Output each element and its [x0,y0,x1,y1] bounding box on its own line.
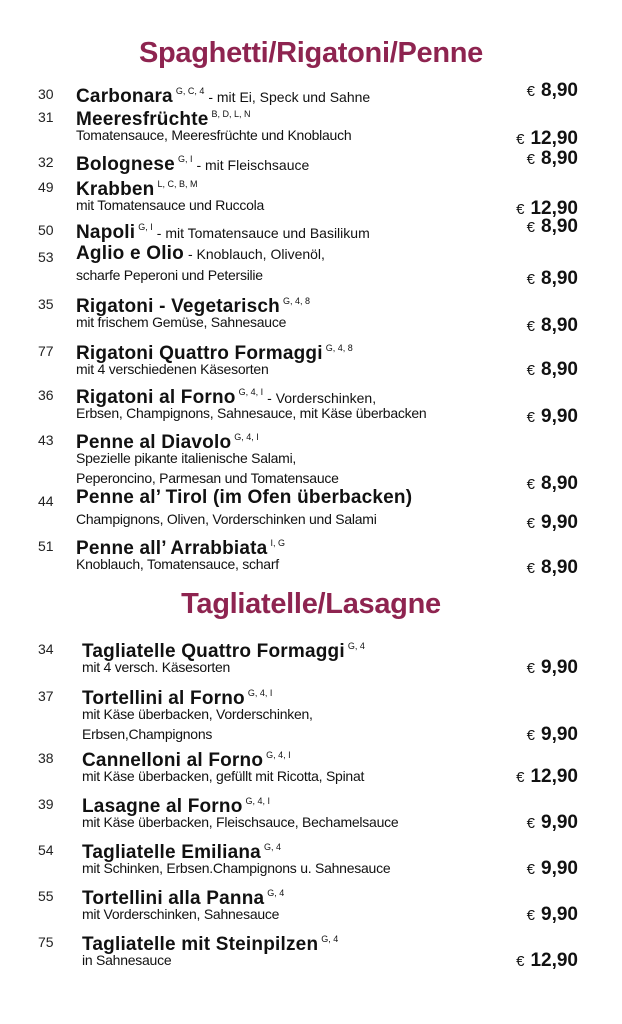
allergen-codes: G, 4, I [238,387,264,397]
item-name: Rigatoni - Vegetarisch [76,296,280,317]
allergen-codes: G, 4, I [234,432,259,442]
item-number: 75 [38,934,54,950]
item-number: 31 [38,109,54,125]
allergen-codes: G, 4, 8 [282,296,310,306]
item-number: 32 [38,154,54,170]
item-description: mit Schinken, Erbsen.Champignons u. Sahnesauce [82,860,391,876]
allergen-codes: G, I [138,222,153,232]
item-number: 49 [38,179,54,195]
price-value: 9,90 [541,657,578,678]
item-description: in Sahnesauce [82,952,172,968]
item-description: mit 4 verschiedenen Käsesorten [76,361,269,377]
allergen-codes: G, 4, I [245,796,271,806]
item-name: Tagliatelle mit Steinpilzen [82,934,319,955]
item-description: mit 4 versch. Käsesorten [82,659,231,675]
item-number: 77 [38,343,54,359]
item-number: 53 [38,249,54,265]
item-price [516,128,578,150]
item-price [527,80,578,102]
item-price [527,557,578,579]
item-description: Erbsen,Champignons [82,726,213,742]
currency-symbol: € [516,769,525,786]
currency-symbol: € [526,362,536,379]
item-price [527,406,578,428]
item-price [527,473,578,495]
item-name-line [76,243,325,266]
item-description: mit Tomatensauce und Ruccola [76,197,265,213]
price-value: 8,90 [541,80,578,101]
allergen-codes: I, G [270,538,285,548]
item-name-line [76,487,412,510]
item-number: 39 [38,796,54,812]
currency-symbol: € [526,907,536,924]
currency-symbol: € [526,660,536,677]
currency-symbol: € [526,83,536,100]
item-description: - mit Fleischsauce [196,157,310,173]
item-description: - Knoblauch, Olivenöl, [187,246,325,262]
item-name: Carbonara [76,86,173,107]
item-name: Penne al’ Tirol (im Ofen überbacken) [76,487,413,508]
item-description: - mit Ei, Speck und Sahne [208,89,371,105]
item-number: 36 [38,387,54,403]
allergen-codes: G, 4, I [247,688,273,698]
item-name-line [76,216,370,245]
currency-symbol: € [526,271,536,288]
currency-symbol: € [526,318,536,335]
item-number: 38 [38,750,54,766]
price-value: 9,90 [541,858,578,879]
currency-symbol: € [526,560,536,577]
currency-symbol: € [526,476,536,493]
item-number: 34 [38,641,54,657]
allergen-codes: L, C, B, M [157,179,198,189]
allergen-codes: G, 4 [321,934,339,944]
price-value: 9,90 [541,812,578,833]
allergen-codes: G, 4, 8 [325,343,353,353]
item-name: Aglio e Olio [76,243,184,264]
price-value: 8,90 [541,268,578,289]
item-number: 55 [38,888,54,904]
currency-symbol: € [526,409,536,426]
currency-symbol: € [526,815,536,832]
item-description: Knoblauch, Tomatensauce, scharf [76,556,279,572]
item-description: Spezielle pikante italienische Salami, [76,450,297,466]
item-description: Tomatensauce, Meeresfrüchte und Knoblauch [76,127,352,143]
price-value: 8,90 [541,557,578,578]
item-price [516,950,578,972]
currency-symbol: € [516,201,525,218]
item-name: Tagliatelle Emiliana [82,842,261,863]
price-value: 12,90 [530,128,578,149]
item-number: 51 [38,538,54,554]
item-price [527,812,578,834]
price-value: 8,90 [541,216,578,237]
item-description: Peperoncino, Parmesan und Tomatensauce [76,470,339,486]
price-value: 9,90 [541,724,578,745]
currency-symbol: € [516,131,525,148]
allergen-codes: G, C, 4 [175,86,205,96]
price-value: 9,90 [541,406,578,427]
price-value: 9,90 [541,512,578,533]
item-name: Tagliatelle Quattro Formaggi [82,641,345,662]
item-name: Rigatoni Quattro Formaggi [76,343,323,364]
item-price [527,858,578,880]
currency-symbol: € [526,151,536,168]
item-description: mit Käse überbacken, gefüllt mit Ricotta, Spinat [82,768,365,784]
item-number: 54 [38,842,54,858]
currency-symbol: € [526,219,536,236]
item-number: 35 [38,296,54,312]
item-price [527,268,578,290]
item-name: Krabben [76,179,155,200]
item-name: Penne all’ Arrabbiata [76,538,268,559]
item-name: Napoli [76,222,136,243]
section-title: Spaghetti/Rigatoni/Penne [138,37,484,69]
item-number: 43 [38,432,54,448]
price-value: 12,90 [530,950,578,971]
currency-symbol: € [526,515,536,532]
price-value: 12,90 [530,198,578,219]
item-description: mit frischem Gemüse, Sahnesauce [76,314,287,330]
allergen-codes: G, 4 [347,641,365,651]
price-value: 8,90 [541,148,578,169]
item-number: 37 [38,688,54,704]
item-price [527,216,578,238]
item-name: Tortellini alla Panna [82,888,265,909]
item-number: 30 [38,86,54,102]
item-name: Rigatoni al Forno [76,387,236,408]
item-price [527,512,578,534]
item-name: Penne al Diavolo [76,432,232,453]
currency-symbol: € [526,861,536,878]
item-description: mit Vorderschinken, Sahnesauce [82,906,280,922]
allergen-codes: B, D, L, N [211,109,251,119]
item-price [516,766,578,788]
item-name: Bolognese [76,154,175,175]
price-value: 12,90 [530,766,578,787]
allergen-codes: G, 4 [263,842,281,852]
price-value: 8,90 [541,473,578,494]
item-description: mit Käse überbacken, Vorderschinken, [82,706,313,722]
currency-symbol: € [526,727,536,744]
item-description: mit Käse überbacken, Fleischsauce, Bechamelsauce [82,814,399,830]
currency-symbol: € [516,953,525,970]
item-description: scharfe Peperoni und Petersilie [76,267,263,283]
allergen-codes: G, I [177,154,193,164]
allergen-codes: G, 4, I [266,750,291,760]
item-name: Cannelloni al Forno [82,750,264,771]
allergen-codes: G, 4 [267,888,285,898]
item-name: Meeresfrüchte [76,109,209,130]
item-price [527,315,578,337]
item-price [527,359,578,381]
item-price [527,657,578,679]
item-description: - Vorderschinken, [267,390,377,406]
item-price [527,904,578,926]
item-price [527,148,578,170]
item-name: Lasagne al Forno [82,796,243,817]
price-value: 8,90 [541,359,578,380]
section-title: Tagliatelle/Lasagne [181,588,441,620]
item-number: 44 [38,493,54,509]
item-description: Champignons, Oliven, Vorderschinken und Salami [76,511,377,527]
item-name: Tortellini al Forno [82,688,245,709]
item-price [527,724,578,746]
item-description: Erbsen, Champignons, Sahnesauce, mit Käse überbacken [76,405,427,421]
item-description: - mit Tomatensauce und Basilikum [156,225,370,241]
price-value: 8,90 [541,315,578,336]
item-number: 50 [38,222,54,238]
price-value: 9,90 [541,904,578,925]
